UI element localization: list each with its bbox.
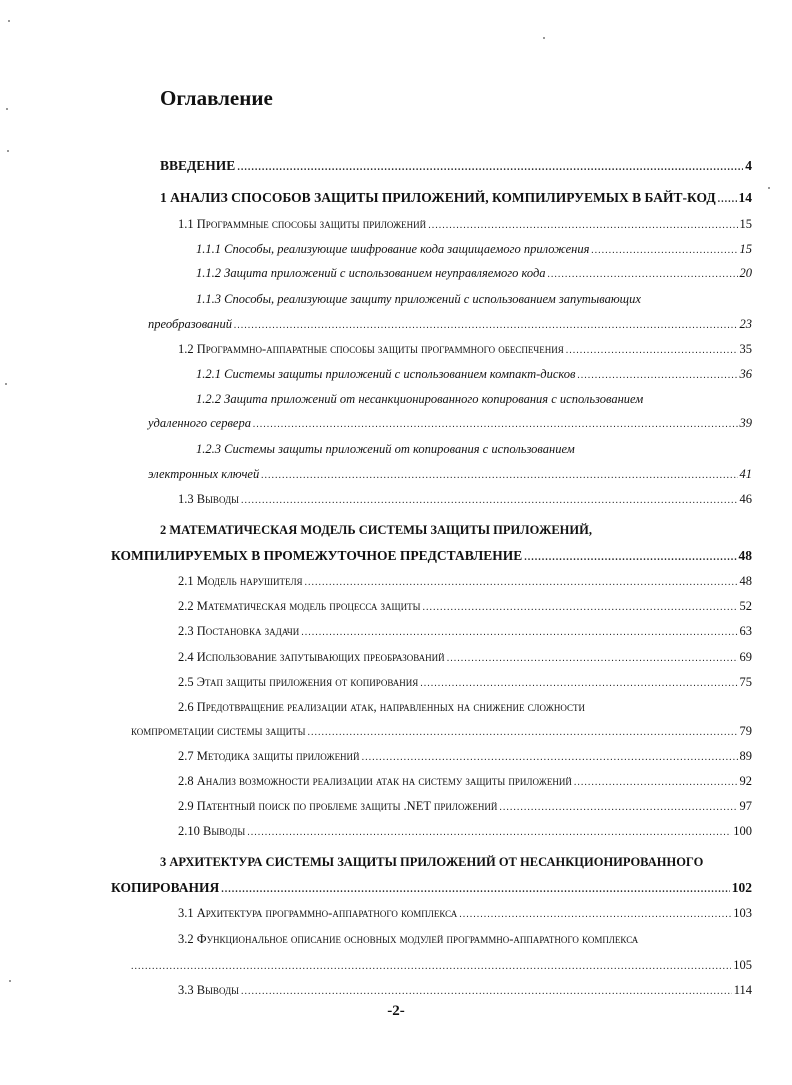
toc-entry-title: 1 АНАЛИЗ СПОСОБОВ ЗАЩИТЫ ПРИЛОЖЕНИЙ, КОМПИЛИРУЕМЫХ В БАЙТ-КОД bbox=[160, 190, 716, 205]
toc-entry-title: 1.1.2 Защита приложений с использованием неуправляемого кода bbox=[196, 266, 546, 280]
toc-entry-section-2-5[interactable] bbox=[178, 674, 752, 692]
dot-leader bbox=[420, 676, 737, 692]
toc-entry-continuation: преобразований bbox=[148, 317, 233, 331]
toc-entry-continuation: КОМПИЛИРУЕМЫХ В ПРОМЕЖУТОЧНОЕ ПРЕДСТАВЛЕНИЕ bbox=[111, 548, 523, 563]
toc-entry-page: 14 bbox=[738, 190, 752, 205]
toc-entry-title: ВВЕДЕНИЕ bbox=[160, 158, 236, 173]
toc-entry-title: 3.3 Выводы bbox=[178, 983, 239, 997]
toc-entry-section-2-3[interactable] bbox=[178, 623, 752, 641]
dot-leader bbox=[548, 267, 738, 283]
toc-entry-continuation: удаленного сервера bbox=[148, 416, 251, 430]
toc-entry-continuation: компрометации системы защиты bbox=[131, 724, 306, 738]
toc-entry-section-2-7[interactable] bbox=[178, 748, 752, 766]
toc-entry-title[interactable]: 2.6 Предотвращение реализации атак, направленных на снижение сложности bbox=[178, 700, 585, 714]
toc-entry-title: 1.2 Программно-аппаратные способы защиты программного обеспечения bbox=[178, 342, 564, 356]
toc-entry-page: 20 bbox=[739, 266, 752, 280]
toc-entry-title: 2.10 Выводы bbox=[178, 824, 246, 838]
toc-entry-title[interactable]: 3.2 Функциональное описание основных модулей программно-аппаратного комплекса bbox=[178, 932, 639, 946]
toc-entry-subsection-1-1-2[interactable] bbox=[196, 265, 752, 283]
toc-entry-page: 35 bbox=[739, 342, 752, 356]
dot-leader bbox=[499, 800, 737, 816]
toc-entry-section-2-4[interactable] bbox=[178, 649, 752, 667]
toc-entry-introduction[interactable] bbox=[160, 158, 752, 176]
dot-leader bbox=[428, 218, 737, 234]
toc-entry-title: 2.9 Патентный поиск по проблеме защиты .NET приложений bbox=[178, 799, 498, 813]
toc-entry-page: 92 bbox=[739, 774, 752, 788]
toc-entry-subsection-1-2-2[interactable] bbox=[148, 415, 752, 433]
dot-leader bbox=[131, 959, 731, 975]
dot-leader bbox=[591, 243, 737, 259]
dot-leader bbox=[524, 550, 736, 566]
toc-entry-page: 97 bbox=[739, 799, 752, 813]
toc-entry-page: 102 bbox=[731, 880, 752, 895]
toc-entry-subsection-1-2-1[interactable] bbox=[196, 366, 752, 384]
toc-entry-page: 39 bbox=[739, 416, 752, 430]
toc-entry-section-3-3[interactable] bbox=[178, 982, 752, 1000]
toc-entry-page: 46 bbox=[739, 492, 752, 506]
dot-leader bbox=[566, 343, 738, 359]
toc-entry-page: 103 bbox=[733, 906, 752, 920]
toc-entry-title: 2.3 Постановка задачи bbox=[178, 624, 300, 638]
toc-entry-continuation: КОПИРОВАНИЯ bbox=[111, 880, 220, 895]
toc-entry-page: 100 bbox=[733, 824, 752, 838]
toc-entry-page: 15 bbox=[739, 242, 752, 256]
dot-leader bbox=[253, 417, 738, 433]
scan-speck bbox=[7, 150, 9, 152]
toc-entry-section-1-3[interactable] bbox=[178, 491, 752, 509]
dot-leader bbox=[362, 750, 738, 766]
toc-entry-chapter-2[interactable] bbox=[111, 548, 752, 566]
toc-entry-title[interactable]: 3 АРХИТЕКТУРА СИСТЕМЫ ЗАЩИТЫ ПРИЛОЖЕНИЙ ОТ НЕСАНКЦИОНИРОВАННОГО bbox=[160, 855, 704, 869]
toc-entry-title: 3.1 Архитектура программно-аппаратного комплекса bbox=[178, 906, 458, 920]
toc-entry-continuation: электронных ключей bbox=[148, 467, 260, 481]
toc-entry-page: 4 bbox=[745, 158, 752, 173]
page-number: -2- bbox=[387, 1003, 405, 1019]
toc-entry-title: 1.1 Программные способы защиты приложений bbox=[178, 217, 427, 231]
toc-entry-page: 23 bbox=[739, 317, 752, 331]
toc-entry-section-2-1[interactable] bbox=[178, 573, 752, 591]
toc-entry-chapter-1[interactable] bbox=[160, 190, 752, 208]
dot-leader bbox=[305, 575, 738, 591]
toc-entry-page: 69 bbox=[739, 650, 752, 664]
toc-entry-section-2-9[interactable] bbox=[178, 798, 752, 816]
dot-leader bbox=[459, 907, 731, 923]
toc-entry-title[interactable]: 1.2.2 Защита приложений от несанкционированного копирования с использованием bbox=[196, 392, 644, 406]
toc-entry-subsection-1-2-3[interactable] bbox=[148, 466, 752, 484]
dot-leader bbox=[307, 725, 737, 741]
toc-entry-page: 89 bbox=[739, 749, 752, 763]
toc-entry-section-2-6[interactable] bbox=[131, 723, 752, 741]
toc-entry-page: 79 bbox=[739, 724, 752, 738]
dot-leader bbox=[718, 192, 737, 208]
dot-leader bbox=[447, 651, 738, 667]
toc-entry-title: 1.2.1 Системы защиты приложений с использованием компакт-дисков bbox=[196, 367, 576, 381]
toc-entry-page: 36 bbox=[739, 367, 752, 381]
toc-entry-page: 48 bbox=[738, 548, 752, 563]
toc-entry-title: 1.1.1 Способы, реализующие шифрование кода защищаемого приложения bbox=[196, 242, 590, 256]
scan-speck bbox=[5, 383, 7, 385]
toc-entry-page: 41 bbox=[739, 467, 752, 481]
toc-entry-page: 63 bbox=[739, 624, 752, 638]
toc-entry-page: 52 bbox=[739, 599, 752, 613]
toc-entry-title: 2.1 Модель нарушителя bbox=[178, 574, 303, 588]
toc-entry-title: 2.5 Этап защиты приложения от копирования bbox=[178, 675, 419, 689]
toc-entry-subsection-1-1-3[interactable] bbox=[148, 316, 752, 334]
toc-entry-section-1-1[interactable] bbox=[178, 216, 752, 234]
toc-entry-title: 2.2 Математическая модель процесса защиты bbox=[178, 599, 421, 613]
toc-entry-title: 2.7 Методика защиты приложений bbox=[178, 749, 360, 763]
dot-leader bbox=[241, 984, 732, 1000]
dot-leader bbox=[422, 600, 737, 616]
scan-speck bbox=[6, 108, 8, 110]
page-title: Оглавление bbox=[160, 86, 273, 110]
toc-entry-subsection-1-1-1[interactable] bbox=[196, 241, 752, 259]
toc-entry-section-3-1[interactable] bbox=[178, 905, 752, 923]
toc-entry-title: 2.8 Анализ возможности реализации атак на систему защиты приложений bbox=[178, 774, 572, 788]
toc-entry-title[interactable]: 2 МАТЕМАТИЧЕСКАЯ МОДЕЛЬ СИСТЕМЫ ЗАЩИТЫ ПРИЛОЖЕНИЙ, bbox=[160, 523, 592, 537]
toc-entry-section-1-2[interactable] bbox=[178, 341, 752, 359]
toc-entry-page: 48 bbox=[739, 574, 752, 588]
toc-entry-page: 114 bbox=[733, 983, 752, 997]
scan-speck bbox=[8, 20, 10, 22]
toc-entry-section-2-2[interactable] bbox=[178, 598, 752, 616]
dot-leader bbox=[247, 825, 731, 841]
dot-leader bbox=[221, 882, 729, 898]
toc-entry-title[interactable]: 1.1.3 Способы, реализующие защиту приложений с использованием запутывающих bbox=[196, 292, 641, 306]
toc-entry-chapter-3[interactable] bbox=[111, 880, 752, 898]
toc-entry-page: 105 bbox=[733, 958, 752, 972]
scan-speck bbox=[9, 980, 11, 982]
scan-speck bbox=[768, 187, 770, 189]
dot-leader bbox=[237, 160, 743, 176]
dot-leader bbox=[574, 775, 738, 791]
dot-leader bbox=[234, 318, 737, 334]
toc-entry-section-3-2[interactable] bbox=[131, 957, 752, 975]
toc-entry-title: 2.4 Использование запутывающих преобразований bbox=[178, 650, 445, 664]
toc-entry-page: 15 bbox=[739, 217, 752, 231]
toc-entry-section-2-8[interactable] bbox=[178, 773, 752, 791]
toc-entry-title[interactable]: 1.2.3 Системы защиты приложений от копирования с использованием bbox=[196, 442, 575, 456]
dot-leader bbox=[261, 468, 737, 484]
toc-entry-section-2-10[interactable] bbox=[178, 823, 752, 841]
toc-entry-title: 1.3 Выводы bbox=[178, 492, 239, 506]
scan-speck bbox=[543, 37, 545, 39]
dot-leader bbox=[241, 493, 738, 509]
dot-leader bbox=[301, 625, 737, 641]
dot-leader bbox=[577, 368, 737, 384]
toc-entry-page: 75 bbox=[739, 675, 752, 689]
